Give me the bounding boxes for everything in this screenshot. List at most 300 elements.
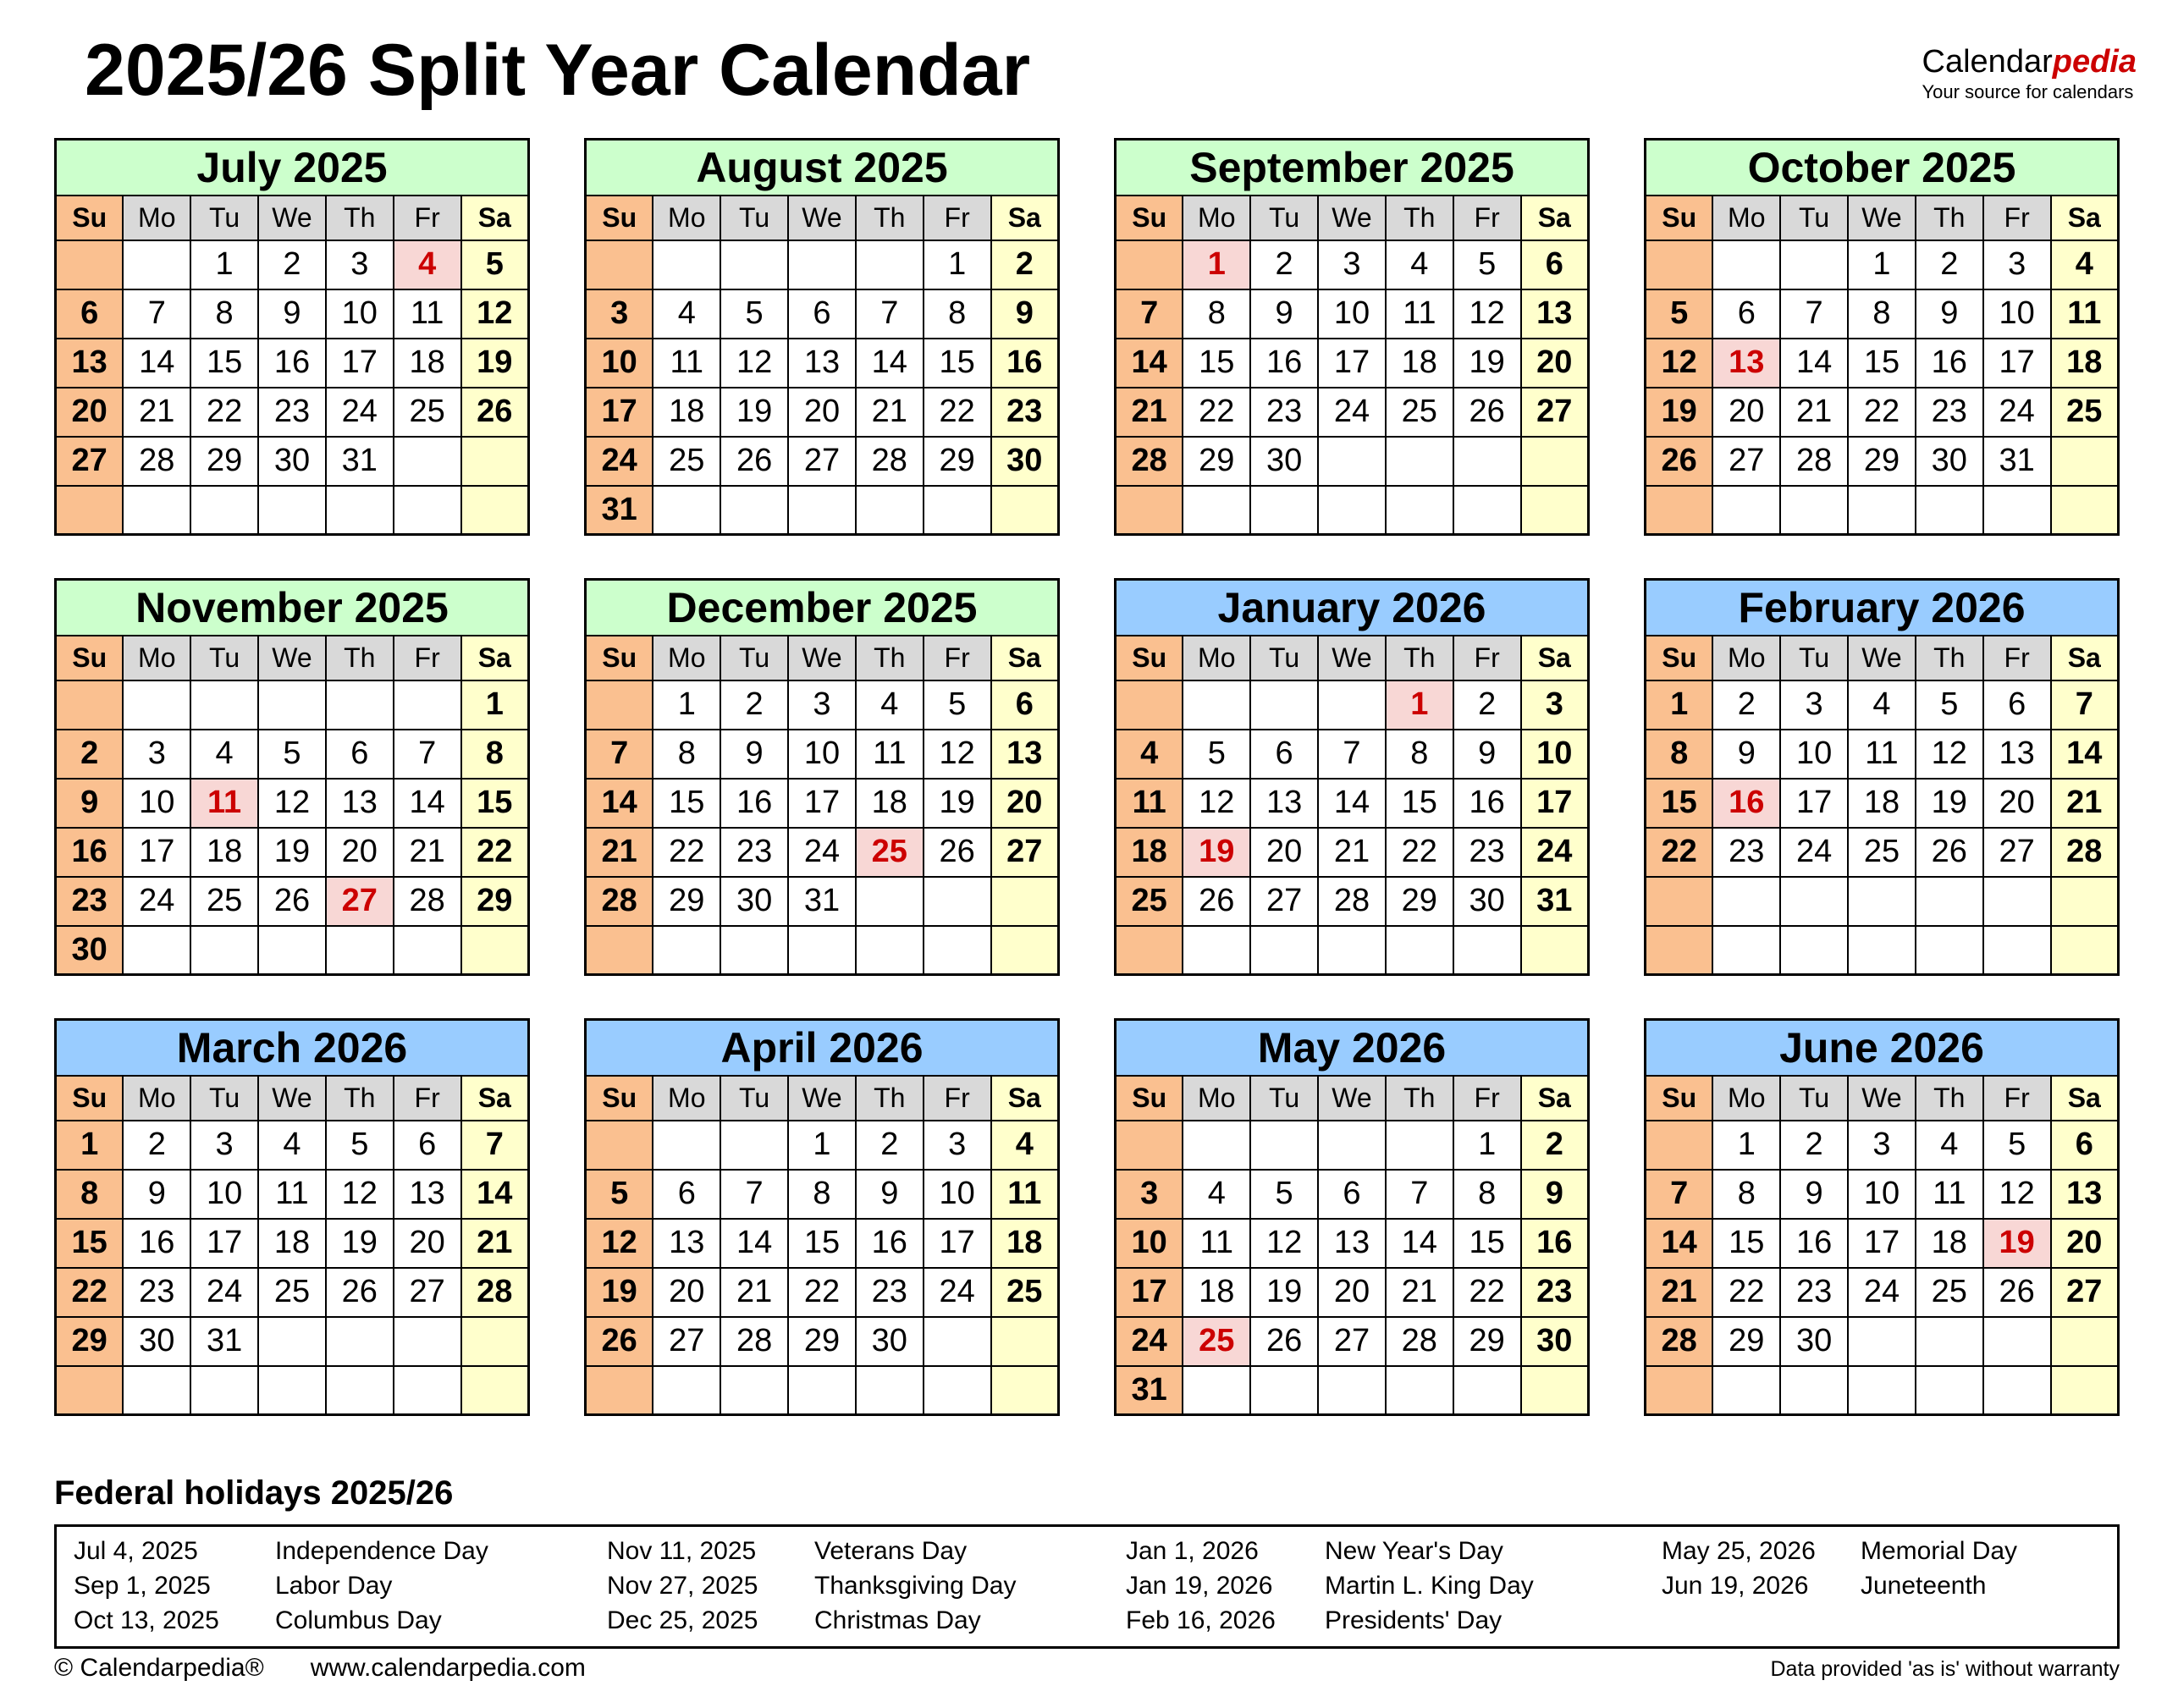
- day-cell-16: 16: [123, 1219, 190, 1268]
- day-cell-20: 20: [1318, 1268, 1386, 1317]
- empty-day-cell: [1848, 486, 1916, 535]
- disclaimer-text: Data provided 'as is' without warranty: [1770, 1657, 2120, 1681]
- empty-day-cell: [1318, 486, 1386, 535]
- day-header-sa: Sa: [461, 636, 529, 680]
- holiday-name: Independence Day: [275, 1537, 488, 1565]
- day-cell-11: 11: [190, 779, 258, 828]
- day-cell-4: 4: [1386, 240, 1453, 289]
- day-cell-3: 3: [586, 289, 653, 339]
- day-cell-29: 29: [653, 877, 720, 926]
- empty-day-cell: [1250, 926, 1318, 975]
- day-cell-15: 15: [653, 779, 720, 828]
- day-cell-25: 25: [190, 877, 258, 926]
- day-cell-2: 2: [1712, 680, 1780, 730]
- day-cell-13: 13: [1250, 779, 1318, 828]
- month-january-2026: [1114, 578, 1590, 976]
- empty-day-cell: [924, 1366, 991, 1415]
- day-cell-19: 19: [1983, 1219, 2051, 1268]
- empty-day-cell: [1646, 1121, 1713, 1170]
- day-cell-3: 3: [1521, 680, 1589, 730]
- day-cell-2: 2: [991, 240, 1059, 289]
- day-cell-10: 10: [1848, 1170, 1916, 1219]
- empty-day-cell: [1646, 926, 1713, 975]
- day-header-th: Th: [1386, 196, 1453, 240]
- day-cell-16: 16: [1521, 1219, 1589, 1268]
- day-cell-14: 14: [2051, 730, 2119, 779]
- day-cell-20: 20: [326, 828, 394, 877]
- day-cell-20: 20: [788, 388, 856, 437]
- day-cell-5: 5: [1646, 289, 1713, 339]
- day-cell-8: 8: [1183, 289, 1250, 339]
- empty-day-cell: [991, 1317, 1059, 1366]
- day-header-we: We: [258, 1076, 326, 1121]
- day-cell-6: 6: [394, 1121, 461, 1170]
- day-cell-18: 18: [190, 828, 258, 877]
- day-cell-4: 4: [1916, 1121, 1983, 1170]
- website-link[interactable]: www.calendarpedia.com: [310, 1654, 586, 1682]
- day-cell-27: 27: [2051, 1268, 2119, 1317]
- empty-day-cell: [1916, 877, 1983, 926]
- empty-day-cell: [1983, 486, 2051, 535]
- day-cell-23: 23: [1521, 1268, 1589, 1317]
- day-cell-3: 3: [1983, 240, 2051, 289]
- day-cell-9: 9: [123, 1170, 190, 1219]
- day-cell-29: 29: [924, 437, 991, 486]
- day-cell-21: 21: [856, 388, 924, 437]
- day-cell-19: 19: [1250, 1268, 1318, 1317]
- day-cell-21: 21: [720, 1268, 788, 1317]
- empty-day-cell: [258, 926, 326, 975]
- day-cell-24: 24: [1116, 1317, 1183, 1366]
- empty-day-cell: [190, 1366, 258, 1415]
- day-cell-18: 18: [653, 388, 720, 437]
- day-cell-21: 21: [461, 1219, 529, 1268]
- empty-day-cell: [1712, 877, 1780, 926]
- empty-day-cell: [1318, 926, 1386, 975]
- day-cell-28: 28: [856, 437, 924, 486]
- day-cell-12: 12: [1453, 289, 1521, 339]
- holiday-name: [1861, 1603, 2117, 1638]
- empty-day-cell: [653, 926, 720, 975]
- day-header-fr: Fr: [394, 196, 461, 240]
- holiday-name: Labor Day: [275, 1572, 393, 1600]
- day-cell-28: 28: [1780, 437, 1848, 486]
- day-cell-27: 27: [991, 828, 1059, 877]
- empty-day-cell: [326, 1366, 394, 1415]
- day-cell-30: 30: [1453, 877, 1521, 926]
- empty-day-cell: [190, 486, 258, 535]
- empty-day-cell: [461, 926, 529, 975]
- day-cell-13: 13: [1318, 1219, 1386, 1268]
- day-cell-8: 8: [1386, 730, 1453, 779]
- empty-day-cell: [788, 926, 856, 975]
- day-cell-19: 19: [326, 1219, 394, 1268]
- day-cell-15: 15: [1453, 1219, 1521, 1268]
- holiday-name: Juneteenth: [1861, 1572, 1987, 1600]
- empty-day-cell: [1521, 437, 1589, 486]
- day-header-we: We: [788, 196, 856, 240]
- day-cell-31: 31: [1983, 437, 2051, 486]
- day-cell-4: 4: [2051, 240, 2119, 289]
- day-header-fr: Fr: [394, 636, 461, 680]
- day-cell-26: 26: [326, 1268, 394, 1317]
- day-header-sa: Sa: [991, 196, 1059, 240]
- empty-day-cell: [326, 926, 394, 975]
- empty-day-cell: [123, 1366, 190, 1415]
- day-header-mo: Mo: [123, 636, 190, 680]
- page-title: 2025/26 Split Year Calendar: [85, 30, 1031, 111]
- empty-day-cell: [394, 680, 461, 730]
- day-header-mo: Mo: [1712, 636, 1780, 680]
- day-cell-27: 27: [788, 437, 856, 486]
- day-cell-22: 22: [190, 388, 258, 437]
- day-cell-22: 22: [1183, 388, 1250, 437]
- day-header-tu: Tu: [190, 1076, 258, 1121]
- empty-day-cell: [123, 486, 190, 535]
- day-cell-19: 19: [1646, 388, 1713, 437]
- day-cell-7: 7: [720, 1170, 788, 1219]
- day-cell-30: 30: [991, 437, 1059, 486]
- calendarpedia-logo: [1922, 46, 2137, 103]
- day-cell-12: 12: [1916, 730, 1983, 779]
- day-cell-29: 29: [56, 1317, 124, 1366]
- day-cell-15: 15: [1386, 779, 1453, 828]
- day-cell-25: 25: [1916, 1268, 1983, 1317]
- day-cell-2: 2: [1780, 1121, 1848, 1170]
- day-cell-7: 7: [1780, 289, 1848, 339]
- day-header-we: We: [258, 196, 326, 240]
- holiday-date: Jun 19, 2026: [1662, 1572, 1809, 1600]
- day-cell-15: 15: [190, 339, 258, 388]
- day-cell-31: 31: [190, 1317, 258, 1366]
- month-header: April 2026: [586, 1020, 1059, 1076]
- day-cell-11: 11: [394, 289, 461, 339]
- day-cell-6: 6: [1521, 240, 1589, 289]
- empty-day-cell: [2051, 1317, 2119, 1366]
- day-cell-2: 2: [1453, 680, 1521, 730]
- empty-day-cell: [1983, 926, 2051, 975]
- day-cell-6: 6: [991, 680, 1059, 730]
- day-header-su: Su: [1116, 196, 1183, 240]
- months-grid: [54, 138, 2120, 1416]
- holiday-name: Martin L. King Day: [1325, 1572, 1534, 1600]
- day-cell-21: 21: [1116, 388, 1183, 437]
- day-cell-15: 15: [1712, 1219, 1780, 1268]
- day-header-tu: Tu: [720, 196, 788, 240]
- day-cell-21: 21: [1386, 1268, 1453, 1317]
- day-header-tu: Tu: [1780, 636, 1848, 680]
- empty-day-cell: [991, 926, 1059, 975]
- day-cell-30: 30: [1521, 1317, 1589, 1366]
- empty-day-cell: [1386, 1366, 1453, 1415]
- empty-day-cell: [123, 926, 190, 975]
- day-header-sa: Sa: [1521, 636, 1589, 680]
- empty-day-cell: [123, 240, 190, 289]
- empty-day-cell: [1386, 486, 1453, 535]
- day-cell-18: 18: [1386, 339, 1453, 388]
- holiday-date: Jan 19, 2026: [1126, 1572, 1273, 1600]
- day-cell-13: 13: [991, 730, 1059, 779]
- day-cell-17: 17: [1116, 1268, 1183, 1317]
- day-header-mo: Mo: [1712, 196, 1780, 240]
- day-cell-19: 19: [924, 779, 991, 828]
- day-cell-17: 17: [123, 828, 190, 877]
- day-cell-29: 29: [1386, 877, 1453, 926]
- day-cell-5: 5: [1250, 1170, 1318, 1219]
- day-header-fr: Fr: [394, 1076, 461, 1121]
- holiday-name: Columbus Day: [275, 1606, 442, 1634]
- month-september-2025: [1114, 138, 1590, 536]
- month-header: September 2025: [1116, 140, 1589, 196]
- holiday-date: Jul 4, 2025: [74, 1537, 198, 1565]
- empty-day-cell: [924, 1317, 991, 1366]
- day-header-th: Th: [856, 636, 924, 680]
- day-cell-7: 7: [461, 1121, 529, 1170]
- holiday-date: Nov 11, 2025: [607, 1537, 757, 1565]
- logo-brand-red: pedia: [2052, 44, 2137, 80]
- month-header: May 2026: [1116, 1020, 1589, 1076]
- day-cell-12: 12: [1983, 1170, 2051, 1219]
- empty-day-cell: [1916, 1317, 1983, 1366]
- day-header-mo: Mo: [123, 1076, 190, 1121]
- day-cell-21: 21: [123, 388, 190, 437]
- day-cell-7: 7: [2051, 680, 2119, 730]
- day-cell-18: 18: [856, 779, 924, 828]
- empty-day-cell: [1780, 240, 1848, 289]
- day-cell-6: 6: [1250, 730, 1318, 779]
- day-cell-30: 30: [720, 877, 788, 926]
- day-header-th: Th: [1916, 1076, 1983, 1121]
- day-cell-27: 27: [653, 1317, 720, 1366]
- day-cell-11: 11: [2051, 289, 2119, 339]
- empty-day-cell: [190, 926, 258, 975]
- day-cell-13: 13: [394, 1170, 461, 1219]
- day-cell-5: 5: [924, 680, 991, 730]
- day-cell-19: 19: [1183, 828, 1250, 877]
- day-cell-9: 9: [258, 289, 326, 339]
- day-cell-24: 24: [788, 828, 856, 877]
- day-cell-31: 31: [1116, 1366, 1183, 1415]
- day-cell-29: 29: [1848, 437, 1916, 486]
- day-header-tu: Tu: [190, 636, 258, 680]
- day-cell-15: 15: [1848, 339, 1916, 388]
- day-cell-22: 22: [653, 828, 720, 877]
- empty-day-cell: [1848, 1366, 1916, 1415]
- month-december-2025: [584, 578, 1060, 976]
- day-cell-13: 13: [653, 1219, 720, 1268]
- day-header-su: Su: [1116, 636, 1183, 680]
- day-header-we: We: [1848, 636, 1916, 680]
- day-cell-3: 3: [788, 680, 856, 730]
- day-cell-4: 4: [653, 289, 720, 339]
- day-cell-28: 28: [1386, 1317, 1453, 1366]
- day-cell-15: 15: [788, 1219, 856, 1268]
- empty-day-cell: [653, 240, 720, 289]
- empty-day-cell: [1318, 437, 1386, 486]
- empty-day-cell: [1848, 926, 1916, 975]
- day-cell-25: 25: [1183, 1317, 1250, 1366]
- empty-day-cell: [461, 1366, 529, 1415]
- day-cell-20: 20: [1712, 388, 1780, 437]
- day-cell-25: 25: [258, 1268, 326, 1317]
- day-cell-30: 30: [56, 926, 124, 975]
- day-cell-5: 5: [720, 289, 788, 339]
- day-header-su: Su: [1646, 196, 1713, 240]
- day-cell-5: 5: [586, 1170, 653, 1219]
- day-cell-18: 18: [1916, 1219, 1983, 1268]
- day-cell-20: 20: [56, 388, 124, 437]
- day-cell-2: 2: [56, 730, 124, 779]
- day-header-su: Su: [1646, 636, 1713, 680]
- day-header-th: Th: [326, 636, 394, 680]
- day-cell-29: 29: [461, 877, 529, 926]
- day-cell-22: 22: [924, 388, 991, 437]
- day-header-su: Su: [1116, 1076, 1183, 1121]
- empty-day-cell: [1712, 240, 1780, 289]
- empty-day-cell: [788, 486, 856, 535]
- day-cell-24: 24: [190, 1268, 258, 1317]
- day-cell-4: 4: [1183, 1170, 1250, 1219]
- empty-day-cell: [56, 240, 124, 289]
- day-cell-1: 1: [1848, 240, 1916, 289]
- day-cell-6: 6: [788, 289, 856, 339]
- day-cell-4: 4: [1848, 680, 1916, 730]
- day-cell-13: 13: [1712, 339, 1780, 388]
- day-cell-31: 31: [788, 877, 856, 926]
- day-cell-7: 7: [1386, 1170, 1453, 1219]
- empty-day-cell: [123, 680, 190, 730]
- empty-day-cell: [653, 486, 720, 535]
- day-cell-29: 29: [1712, 1317, 1780, 1366]
- empty-day-cell: [1712, 486, 1780, 535]
- month-header: November 2025: [56, 580, 529, 636]
- day-header-tu: Tu: [190, 196, 258, 240]
- day-cell-1: 1: [56, 1121, 124, 1170]
- day-header-mo: Mo: [1183, 1076, 1250, 1121]
- day-header-th: Th: [856, 1076, 924, 1121]
- day-header-tu: Tu: [1250, 196, 1318, 240]
- day-cell-14: 14: [1318, 779, 1386, 828]
- empty-day-cell: [1983, 1317, 2051, 1366]
- copyright-label: © Calendarpedia®: [54, 1654, 264, 1682]
- day-cell-27: 27: [1712, 437, 1780, 486]
- empty-day-cell: [1983, 1366, 2051, 1415]
- day-header-su: Su: [56, 636, 124, 680]
- empty-day-cell: [586, 1121, 653, 1170]
- day-header-sa: Sa: [2051, 636, 2119, 680]
- month-header: December 2025: [586, 580, 1059, 636]
- month-april-2026: [584, 1018, 1060, 1416]
- day-cell-7: 7: [856, 289, 924, 339]
- month-header: August 2025: [586, 140, 1059, 196]
- day-cell-11: 11: [856, 730, 924, 779]
- day-cell-2: 2: [123, 1121, 190, 1170]
- day-cell-17: 17: [1521, 779, 1589, 828]
- day-cell-31: 31: [1521, 877, 1589, 926]
- day-cell-20: 20: [1250, 828, 1318, 877]
- empty-day-cell: [258, 486, 326, 535]
- day-cell-17: 17: [190, 1219, 258, 1268]
- day-cell-22: 22: [788, 1268, 856, 1317]
- day-cell-22: 22: [56, 1268, 124, 1317]
- empty-day-cell: [1453, 926, 1521, 975]
- day-header-sa: Sa: [1521, 196, 1589, 240]
- empty-day-cell: [856, 486, 924, 535]
- day-cell-16: 16: [720, 779, 788, 828]
- empty-day-cell: [1318, 1366, 1386, 1415]
- empty-day-cell: [56, 486, 124, 535]
- day-cell-10: 10: [190, 1170, 258, 1219]
- footer-row: [54, 1654, 2120, 1683]
- day-cell-19: 19: [586, 1268, 653, 1317]
- day-cell-17: 17: [1983, 339, 2051, 388]
- day-cell-24: 24: [586, 437, 653, 486]
- empty-day-cell: [1521, 1366, 1589, 1415]
- day-cell-21: 21: [586, 828, 653, 877]
- day-cell-10: 10: [586, 339, 653, 388]
- day-cell-28: 28: [2051, 828, 2119, 877]
- day-cell-14: 14: [461, 1170, 529, 1219]
- day-cell-18: 18: [991, 1219, 1059, 1268]
- day-cell-27: 27: [1250, 877, 1318, 926]
- day-cell-22: 22: [1848, 388, 1916, 437]
- day-cell-23: 23: [1916, 388, 1983, 437]
- day-cell-8: 8: [653, 730, 720, 779]
- day-cell-24: 24: [1318, 388, 1386, 437]
- empty-day-cell: [461, 1317, 529, 1366]
- day-cell-7: 7: [1318, 730, 1386, 779]
- day-cell-13: 13: [56, 339, 124, 388]
- day-cell-14: 14: [123, 339, 190, 388]
- empty-day-cell: [788, 240, 856, 289]
- day-cell-8: 8: [56, 1170, 124, 1219]
- day-cell-11: 11: [991, 1170, 1059, 1219]
- day-cell-13: 13: [1521, 289, 1589, 339]
- day-cell-18: 18: [394, 339, 461, 388]
- day-cell-2: 2: [1521, 1121, 1589, 1170]
- day-cell-12: 12: [1250, 1219, 1318, 1268]
- empty-day-cell: [720, 486, 788, 535]
- empty-day-cell: [2051, 877, 2119, 926]
- day-cell-8: 8: [924, 289, 991, 339]
- day-cell-30: 30: [258, 437, 326, 486]
- day-cell-22: 22: [461, 828, 529, 877]
- empty-day-cell: [1183, 926, 1250, 975]
- day-cell-16: 16: [1916, 339, 1983, 388]
- month-february-2026: [1644, 578, 2120, 976]
- empty-day-cell: [56, 1366, 124, 1415]
- day-cell-8: 8: [1848, 289, 1916, 339]
- holidays-title: Federal holidays 2025/26: [54, 1474, 454, 1512]
- day-cell-28: 28: [461, 1268, 529, 1317]
- day-cell-1: 1: [1712, 1121, 1780, 1170]
- empty-day-cell: [1386, 437, 1453, 486]
- empty-day-cell: [720, 926, 788, 975]
- empty-day-cell: [326, 1317, 394, 1366]
- day-cell-16: 16: [56, 828, 124, 877]
- empty-day-cell: [56, 680, 124, 730]
- day-cell-17: 17: [1780, 779, 1848, 828]
- day-cell-12: 12: [924, 730, 991, 779]
- day-cell-16: 16: [258, 339, 326, 388]
- day-cell-24: 24: [1521, 828, 1589, 877]
- day-cell-23: 23: [720, 828, 788, 877]
- holiday-date: [1662, 1603, 1861, 1638]
- day-cell-27: 27: [326, 877, 394, 926]
- day-cell-9: 9: [991, 289, 1059, 339]
- day-cell-21: 21: [1780, 388, 1848, 437]
- day-header-mo: Mo: [653, 636, 720, 680]
